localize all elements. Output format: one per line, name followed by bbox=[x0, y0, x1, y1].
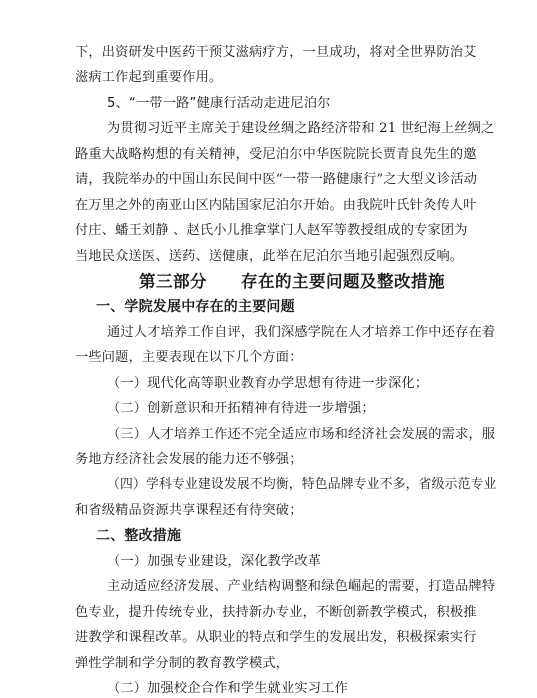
section-heading-title: 存在的主要问题及整改措施 bbox=[241, 272, 445, 291]
paragraph-line: 为贯彻习近平主席关于建设丝绸之路经济带和 21 世纪海上丝绸之 bbox=[107, 121, 495, 136]
paragraph-line: 滋病工作起到重要作用。 bbox=[75, 70, 223, 85]
list-item: （二）创新意识和开拓精神有待进一步增强； bbox=[107, 401, 375, 416]
paragraph-line: 路重大战略构想的有关精神，受尼泊尔中华医院院长贾青良先生的邀 bbox=[75, 147, 477, 162]
sub-subsection-heading: （二）加强校企合作和学生就业实习工作 bbox=[107, 681, 348, 696]
paragraph-line: 在万里之外的南亚山区内陆国家尼泊尔开始。由我院叶氏针灸传人叶 bbox=[75, 198, 477, 213]
list-item-heading: 5、“一带一路”健康行活动走进尼泊尔 bbox=[107, 96, 331, 111]
paragraph-line: 主动适应经济发展、产业结构调整和绿色崛起的需要，打造品牌特 bbox=[107, 579, 496, 594]
section-heading-part: 第三部分 bbox=[139, 272, 207, 291]
paragraph-line: 弹性学制和学分制的教育教学模式， bbox=[75, 656, 290, 671]
list-item-continuation: 务地方经济社会发展的能力还不够强； bbox=[75, 452, 303, 467]
paragraph-line: 下，出资研发中医药干预艾滋病疗方，一旦成功，将对全世界防治艾 bbox=[75, 45, 477, 60]
sub-subsection-heading: （一）加强专业建设，深化教学改革 bbox=[107, 554, 322, 569]
list-item: （一）现代化高等职业教育办学思想有待进一步深化； bbox=[107, 376, 429, 391]
list-item: （四）学科专业建设发展不均衡，特色品牌专业不多，省级示范专业 bbox=[107, 477, 497, 492]
paragraph-line: 付庄、蟠王刘静 、赵氏小儿推拿掌门人赵军等教授组成的专家团为 bbox=[75, 223, 468, 238]
paragraph-line: 进教学和课程改革。从职业的特点和学生的发展出发，积极探索实行 bbox=[75, 630, 477, 645]
paragraph-line: 当地民众送医、送药、送健康，此举在尼泊尔当地引起强烈反响。 bbox=[75, 249, 464, 264]
paragraph-line: 通过人才培养工作自评，我们深感学院在人才培养工作中还存在着 bbox=[107, 325, 496, 340]
paragraph-line: 色专业，提升传统专业，扶持新办专业，不断创新教学模式，积极推 bbox=[75, 605, 477, 620]
subsection-heading: 一、学院发展中存在的主要问题 bbox=[96, 299, 295, 315]
subsection-heading: 二、整改措施 bbox=[96, 528, 182, 544]
paragraph-line: 一些问题，主要表现在以下几个方面： bbox=[75, 350, 303, 365]
list-item-continuation: 和省级精品资源共享课程还有待突破； bbox=[75, 503, 303, 518]
section-heading bbox=[139, 273, 445, 291]
paragraph-line: 请，我院举办的中国山东民间中医“一带一路健康行”之大型义诊活动 bbox=[75, 172, 478, 187]
list-item: （三）人才培养工作还不完全适应市场和经济社会发展的需求，服 bbox=[107, 427, 496, 442]
